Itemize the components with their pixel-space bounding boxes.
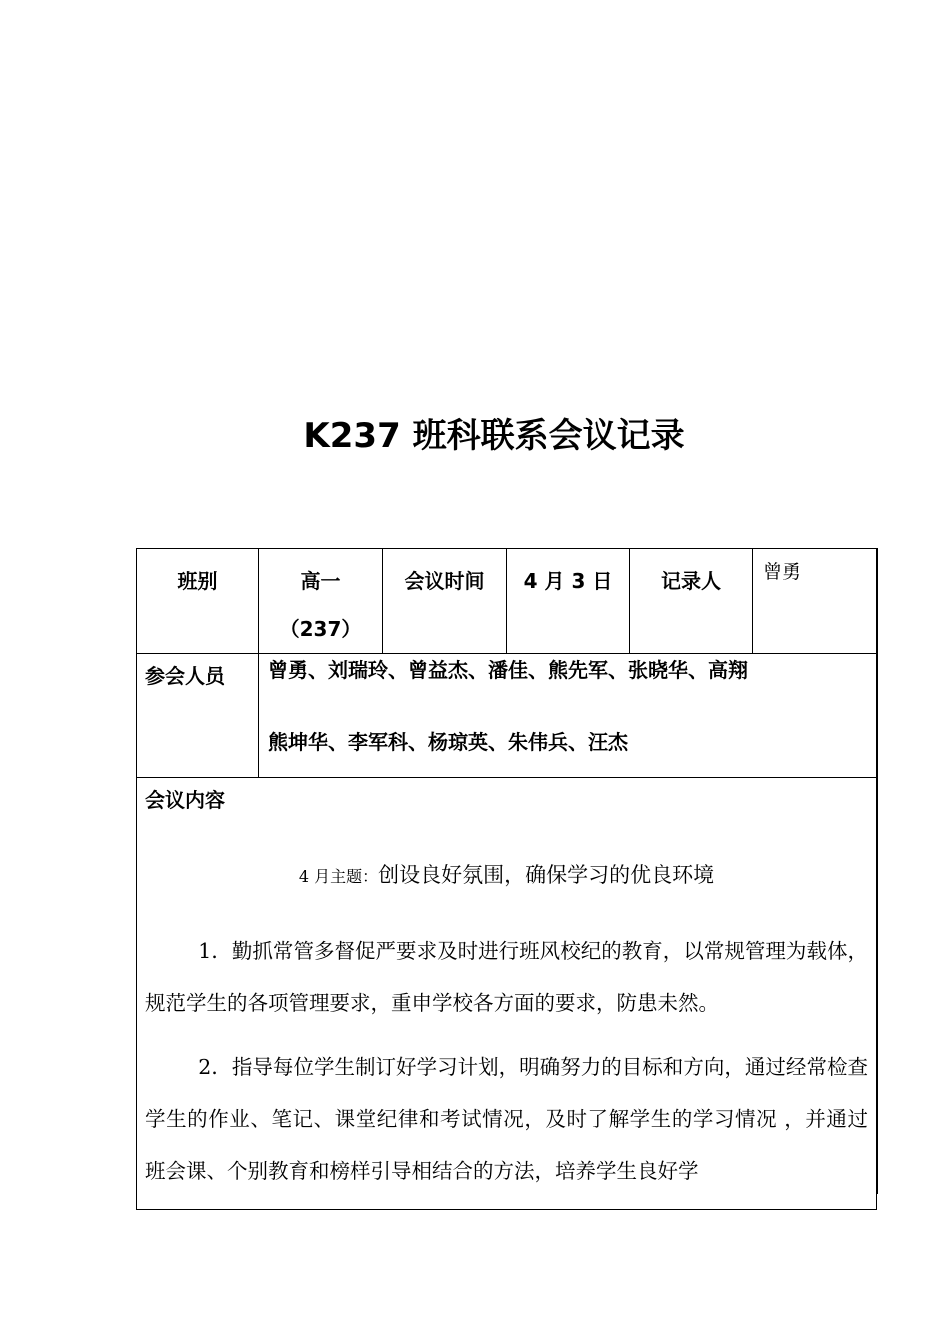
- content-label: 会议内容: [145, 788, 225, 812]
- class-label-cell: [137, 549, 259, 654]
- attendees-line1: 曾勇、刘瑞玲、曾益杰、潘佳、熊先军、张晓华、高翔: [268, 658, 748, 682]
- theme-text: 创设良好氛围，确保学习的优良环境: [378, 863, 715, 887]
- theme-prefix: 4 月主题：: [298, 867, 379, 886]
- time-label: 会议时间: [404, 569, 485, 593]
- recorder-label: 记录人: [661, 569, 721, 593]
- class-label: 班别: [177, 569, 218, 593]
- time-value-cell: [507, 549, 630, 654]
- attendees-label: 参会人员: [145, 664, 225, 688]
- content-row: [137, 778, 877, 1210]
- attendees-list-cell: [259, 654, 877, 778]
- attendees-line2: 熊坤华、李军科、杨琼英、朱伟兵、汪杰: [268, 730, 628, 754]
- header-row: [137, 549, 877, 654]
- time-value: 4 月 3 日: [523, 569, 613, 593]
- attendees-row: [137, 654, 877, 778]
- table-right-rule: [877, 548, 878, 1194]
- recorder-label-cell: [630, 549, 753, 654]
- class-value-line1: 高一: [300, 569, 341, 593]
- content-paragraph-1: 1．勤抓常管多督促严要求及时进行班风校纪的教育，以常规管理为载体，规范学生的各项管理要求，重申学校各方面的要求，防患未然。: [145, 939, 868, 1015]
- monthly-theme: [145, 859, 868, 889]
- attendees-label-cell: [137, 654, 259, 778]
- recorder-value: 曾勇: [763, 561, 802, 583]
- class-value-line2: （237）: [279, 617, 362, 641]
- meeting-record-table: [136, 548, 877, 1210]
- class-value-cell: [259, 549, 383, 654]
- time-label-cell: [383, 549, 507, 654]
- content-cell: [137, 778, 877, 1210]
- recorder-value-cell: [753, 549, 877, 654]
- content-paragraph-2: 2．指导每位学生制订好学习计划，明确努力的目标和方向，通过经常检查学生的作业、笔记、课堂纪律和考试情况，及时了解学生的学习情况 ，并通过班会课、个别教育和榜样引导相结合的方法，培养学生良好学: [145, 1055, 868, 1183]
- document-title: K237 班科联系会议记录: [303, 416, 685, 456]
